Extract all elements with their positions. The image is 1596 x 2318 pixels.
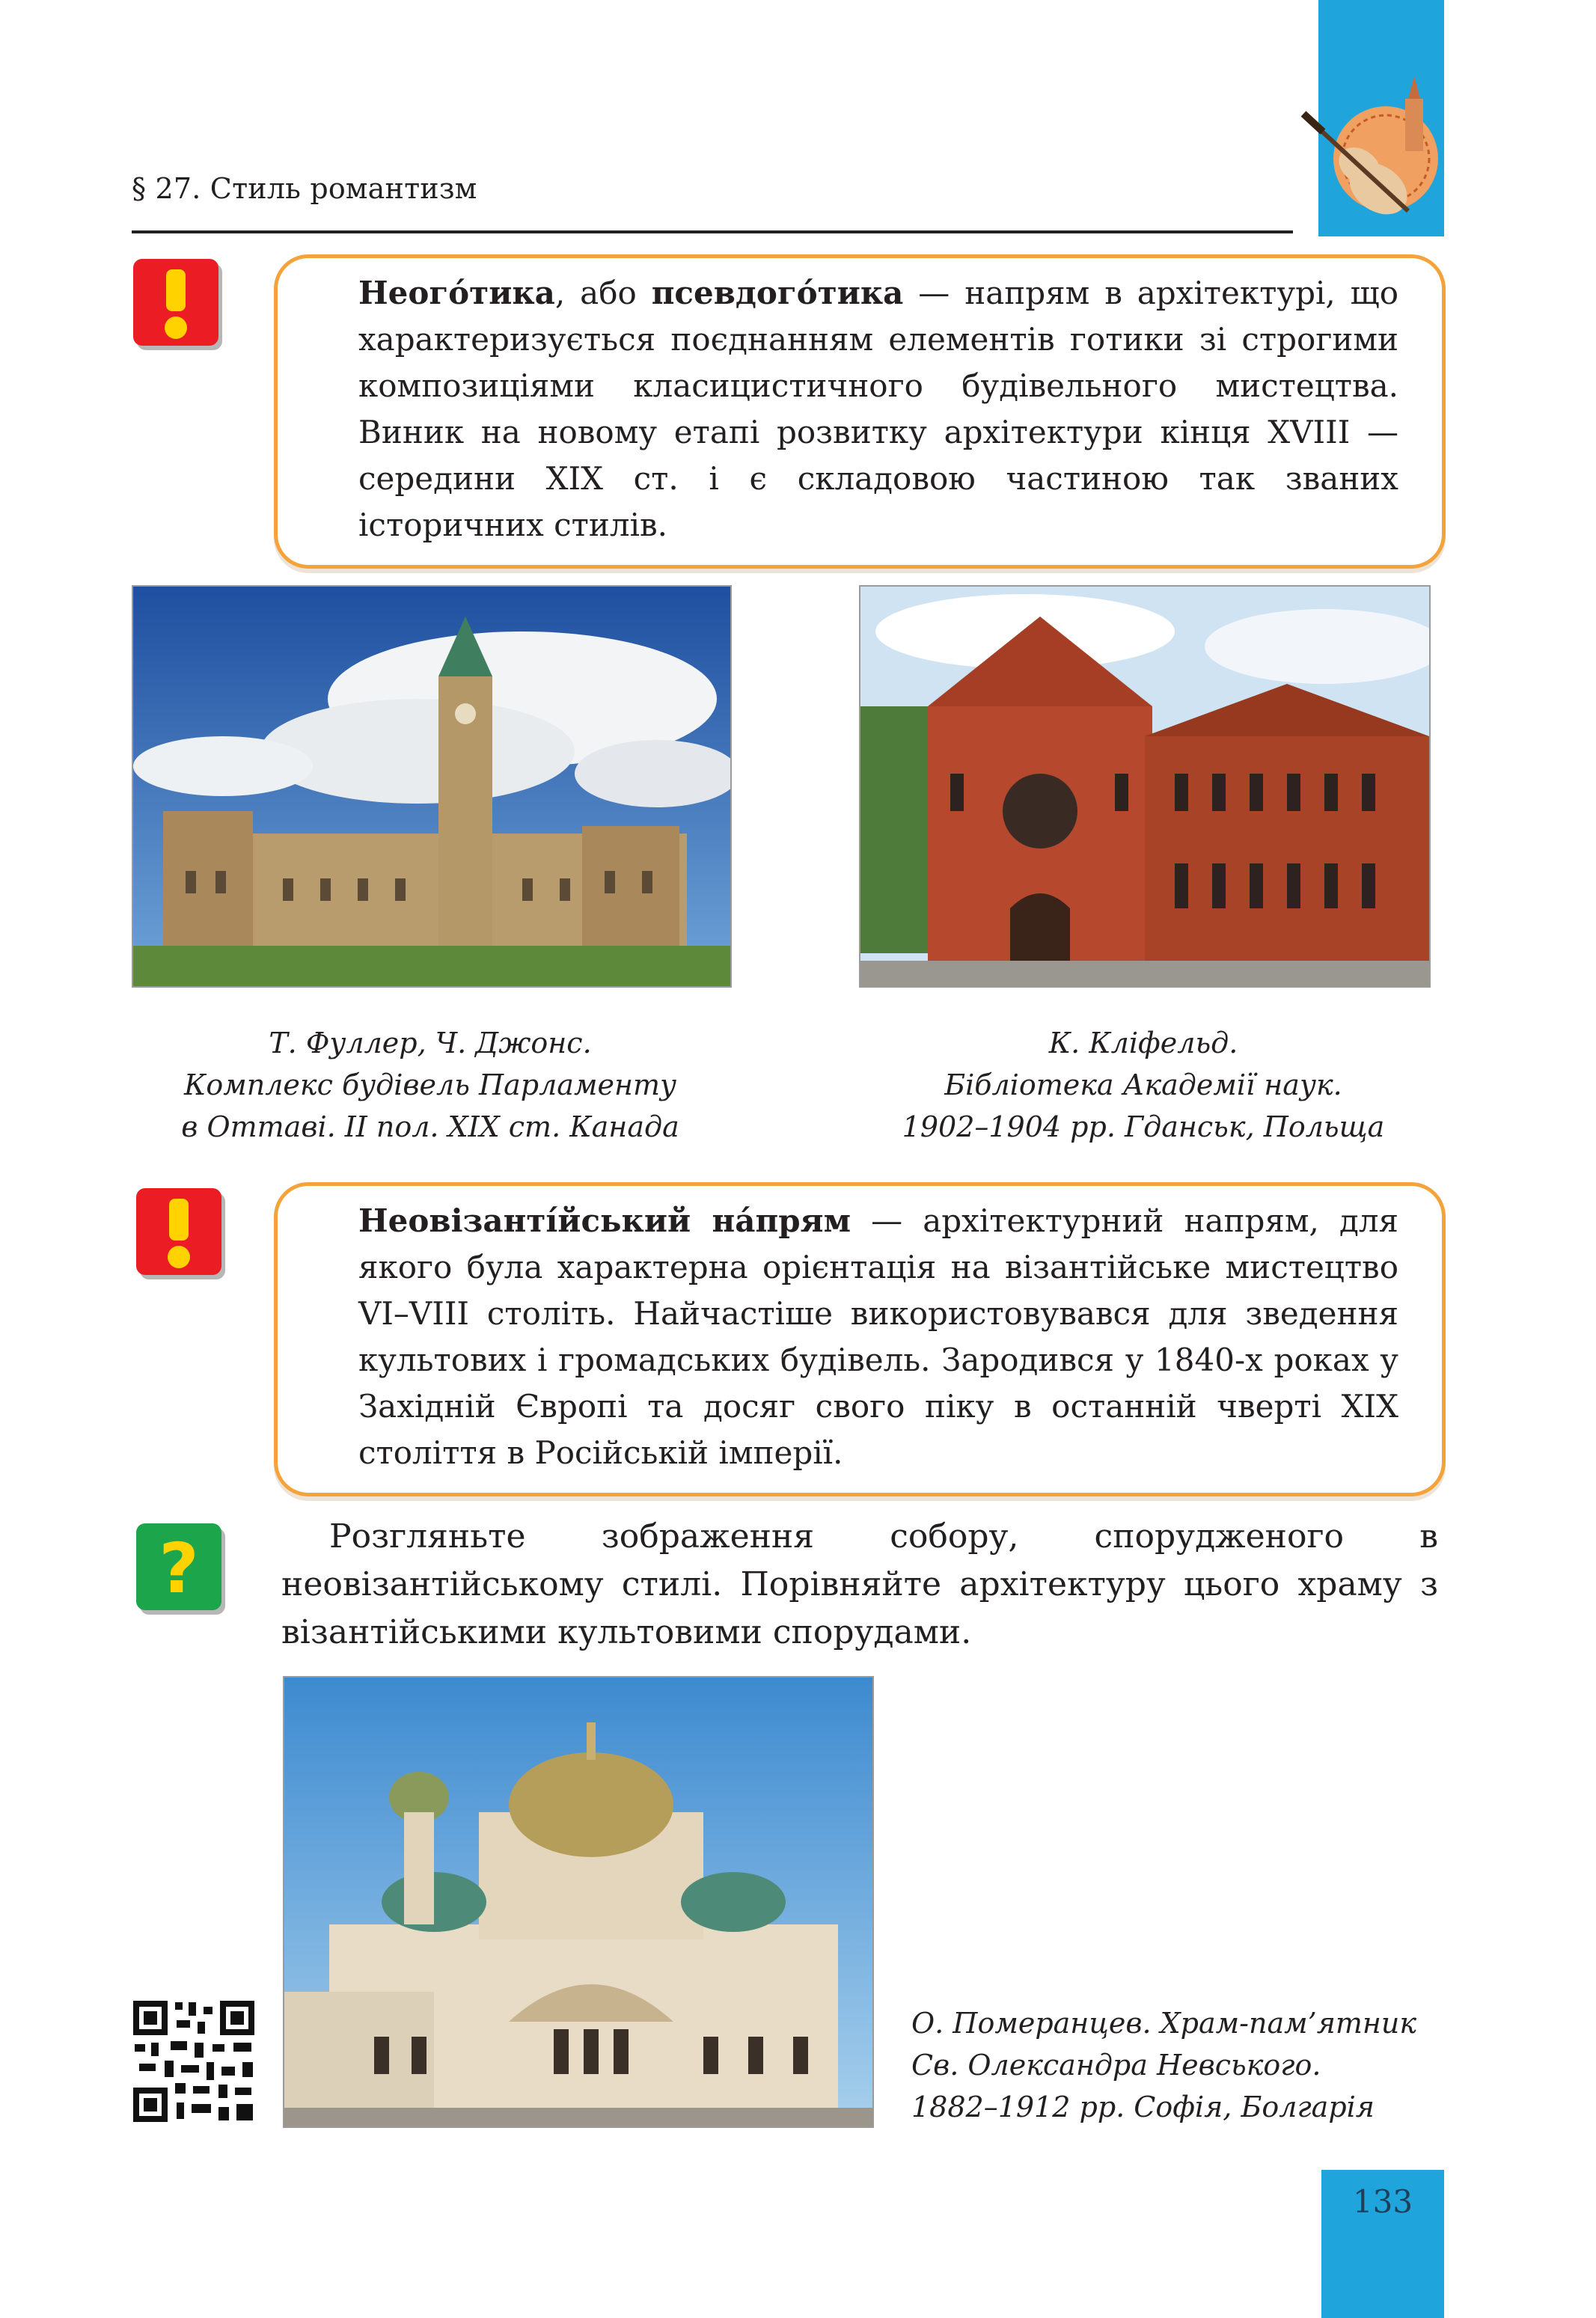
definition-body: — архітектурний напрям, для якого була характерна орієнтація на візантійське мистецтво VI–VIII століть. Найчастіше використовувався для зведення культових і громадських будівель. Зародився у 1840-х роках у Західній Європі та досяг свого піку в останній чверті XIX століття в Російській імперії. — [358, 1202, 1398, 1471]
caption-ottawa — [132, 1022, 729, 1148]
caption-line: 1882–1912 рр. Софія, Болгарія — [911, 2091, 1375, 2123]
term-joiner: , або — [554, 275, 652, 311]
svg-text:?: ? — [159, 1529, 199, 1609]
caption-line: 1902–1904 рр. Гданськ, Польща — [902, 1110, 1385, 1143]
exclamation-icon — [136, 1188, 221, 1275]
caption-line: в Оттаві. II пол. XIX ст. Канада — [181, 1110, 679, 1143]
caption-line: О. Померанцев. Храм-пам’ятник — [911, 2007, 1417, 2040]
definition-box-neobyzantine — [274, 1182, 1446, 1496]
caption-gdansk — [859, 1022, 1428, 1148]
photo-alexander-nevsky-cathedral — [283, 1676, 874, 2128]
definition-text — [358, 1198, 1398, 1476]
caption-line: Т. Фуллер, Ч. Джонс. — [269, 1027, 592, 1059]
caption-line: Бібліотека Академії наук. — [944, 1068, 1342, 1101]
term: Неого́тика — [358, 275, 555, 311]
violin-decoration-icon — [1296, 69, 1446, 241]
question-icon — [136, 1523, 221, 1610]
section-header: § 27. Стиль романтизм — [132, 172, 477, 205]
term: Неовізанті́йський на́прям — [358, 1202, 851, 1239]
qr-code-icon[interactable] — [132, 1999, 256, 2123]
caption-line: К. Кліфельд. — [1048, 1027, 1238, 1059]
caption-line: Комплекс будівель Парламенту — [183, 1068, 677, 1101]
photo-gdansk-library — [859, 585, 1431, 988]
caption-sofia-cathedral — [911, 2002, 1435, 2128]
exclamation-icon — [133, 259, 218, 346]
term-alt: псевдого́тика — [651, 275, 904, 311]
header-rule — [132, 230, 1293, 233]
page-number: 133 — [1352, 2183, 1413, 2220]
definition-text — [358, 270, 1398, 548]
question-text: Розгляньте зображення собору, спорудженого в неовізантійському стилі. Порівняйте архітектуру цього храму з візантійськими культовими спорудами. — [281, 1517, 1438, 1651]
photo-ottawa-parliament — [132, 585, 732, 988]
definition-box-neogothic — [274, 254, 1446, 569]
definition-body: — напрям в архітектурі, що характеризується поєднанням елементів готики зі строгими композиціями класицистичного будівельного мистецтва. Виник на новому етапі розвитку архітектури кінця XVIII — середини XIX ст. і є складовою частиною так званих історичних стилів. — [358, 275, 1399, 543]
caption-line: Св. Олександра Невського. — [911, 2049, 1321, 2082]
